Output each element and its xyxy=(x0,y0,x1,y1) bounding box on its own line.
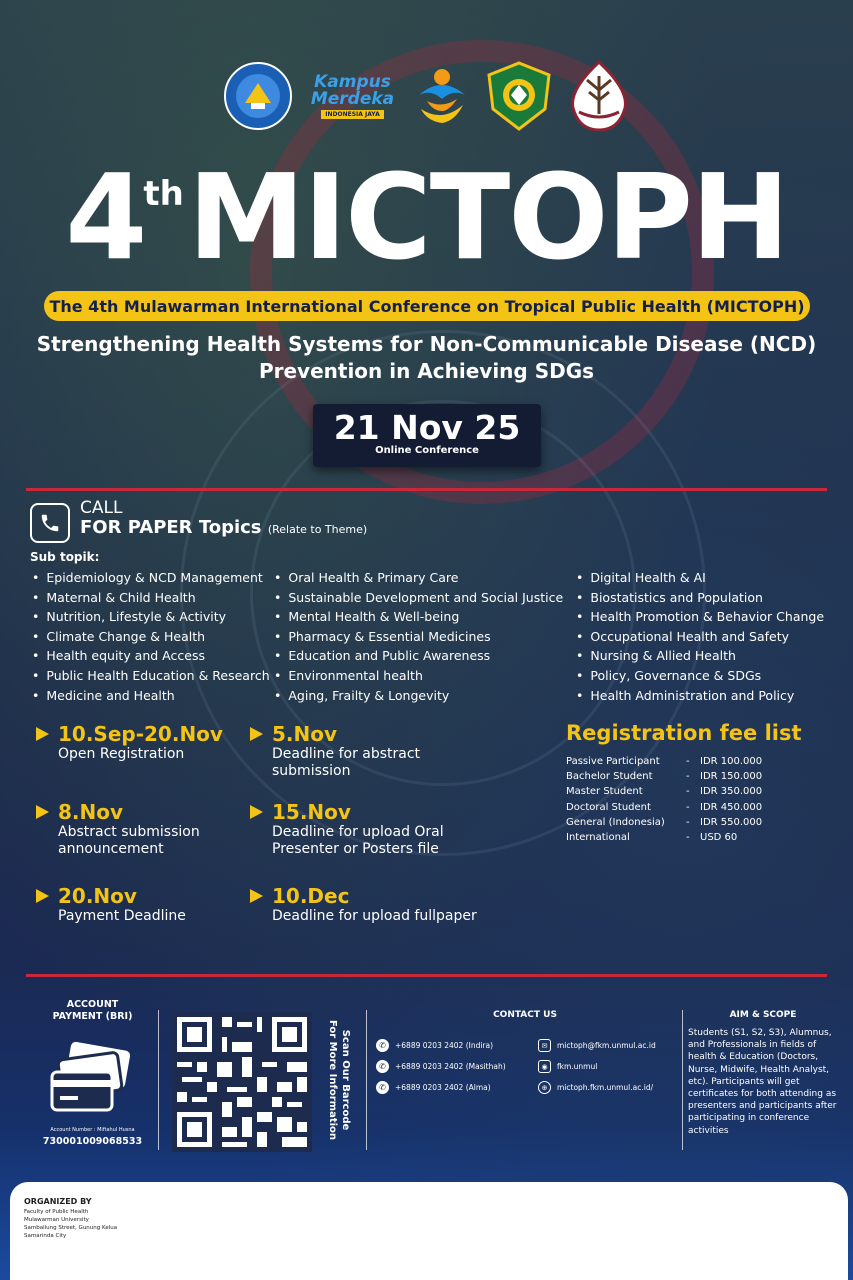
website-text: mictoph.fkm.unmul.ac.id/ xyxy=(557,1083,654,1092)
topic-item: • Public Health Education & Research xyxy=(32,666,270,686)
scan-barcode-caption xyxy=(322,1010,356,1150)
topic-item: • Climate Change & Health xyxy=(32,627,270,647)
timeline-text: Abstract submission announcement xyxy=(58,824,200,857)
fee-price: IDR 550.000 xyxy=(700,816,763,828)
topic-item: • Epidemiology & NCD Management xyxy=(32,568,270,588)
organizer xyxy=(24,1197,117,1240)
scan-caption-text xyxy=(326,1020,352,1140)
credit-card-icon xyxy=(46,1040,136,1124)
divider-bottom xyxy=(26,974,827,977)
scan-line-2: For More Information xyxy=(327,1019,338,1141)
phone-number: +6889 0203 2402 (Alma) xyxy=(395,1083,491,1092)
topic-item: • Education and Public Awareness xyxy=(274,646,563,666)
fee-dash: - xyxy=(686,786,690,798)
phone-number: +6889 0203 2402 (Indira) xyxy=(395,1041,494,1050)
topic-item: • Occupational Health and Safety xyxy=(576,627,824,647)
topic-item: • Nursing & Allied Health xyxy=(576,646,824,666)
organizer-line: Faculty of Public Health xyxy=(24,1209,89,1215)
account-number: 730001009068533 xyxy=(42,1136,143,1147)
date-box xyxy=(313,404,541,467)
account-title-line-1: ACCOUNT xyxy=(66,999,119,1010)
topic-item: • Health equity and Access xyxy=(32,646,270,666)
timeline-text: Open Registration xyxy=(58,746,185,762)
organizer-line: Samarinda City xyxy=(24,1233,67,1239)
fee-row xyxy=(566,754,762,769)
event-title xyxy=(0,148,853,286)
topic-column-2 xyxy=(274,568,563,705)
timeline-item xyxy=(250,884,510,925)
divider-vertical xyxy=(366,1010,367,1150)
edition-number: 4 xyxy=(65,148,144,286)
contact-phone[interactable] xyxy=(376,1060,506,1073)
account-title xyxy=(40,999,145,1023)
organizer-address xyxy=(24,1208,117,1240)
fee-row xyxy=(566,815,762,830)
email-text: mictoph@fkm.unmul.ac.id xyxy=(557,1041,656,1050)
event-date: 21 Nov 25 xyxy=(333,408,521,447)
ministry-swirl-logo xyxy=(413,65,471,127)
footer-panel xyxy=(10,1182,848,1280)
timeline-item xyxy=(36,800,236,858)
timeline-text: Deadline for abstract submission xyxy=(272,746,421,779)
contact-phone[interactable] xyxy=(376,1039,493,1052)
kampus-merdeka-logo xyxy=(307,71,399,119)
topic-item: • Health Promotion & Behavior Change xyxy=(576,607,824,627)
indonesia-jaya-text: INDONESIA JAYA xyxy=(321,110,383,119)
account-holder: Account Number : Miftahul Husna xyxy=(50,1127,135,1133)
timeline-item xyxy=(36,722,246,763)
phone-icon: ✆ xyxy=(376,1081,389,1094)
timeline-item xyxy=(250,800,480,858)
timeline-date: 20.Nov xyxy=(36,884,236,908)
logo-row xyxy=(0,60,853,132)
divider-vertical xyxy=(682,1010,683,1150)
globe-icon: ⊕ xyxy=(538,1081,551,1094)
divider-vertical xyxy=(158,1010,159,1150)
theme-line-1: Strengthening Health Systems for Non-Communicable Disease (NCD) xyxy=(36,332,817,356)
fee-label: Doctoral Student xyxy=(566,801,651,813)
fee-list xyxy=(566,754,762,845)
phone-icon: ✆ xyxy=(376,1039,389,1052)
fee-row xyxy=(566,784,762,799)
topic-column-3 xyxy=(576,568,824,705)
full-title-banner: The 4th Mulawarman International Conference on Tropical Public Health (MICTOPH) xyxy=(44,291,810,321)
topic-item: • Nutrition, Lifestyle & Activity xyxy=(32,607,270,627)
event-name: MICTOPH xyxy=(187,148,788,286)
topic-item: • Digital Health & AI xyxy=(576,568,824,588)
topic-item: • Aging, Frailty & Longevity xyxy=(274,686,563,706)
timeline-date: 10.Sep-20.Nov xyxy=(36,722,246,746)
timeline-date: 15.Nov xyxy=(250,800,480,824)
phone-icon: ✆ xyxy=(376,1060,389,1073)
topic-item: • Pharmacy & Essential Medicines xyxy=(274,627,563,647)
tut-wuri-handayani-logo xyxy=(223,61,293,131)
topic-column-1 xyxy=(32,568,270,705)
fee-label: Bachelor Student xyxy=(566,771,653,783)
timeline-date: 10.Dec xyxy=(250,884,510,908)
topic-item: • Oral Health & Primary Care xyxy=(274,568,563,588)
for-paper-label: FOR PAPER xyxy=(80,517,193,538)
fee-row xyxy=(566,800,762,815)
topics-label: Topics xyxy=(198,517,262,538)
edition-superscript: th xyxy=(143,174,184,214)
phone-number: +6889 0203 2402 (Masithah) xyxy=(395,1062,506,1071)
timeline-item xyxy=(250,722,450,780)
fee-dash: - xyxy=(686,771,690,783)
theme xyxy=(0,331,853,385)
topic-item: • Sustainable Development and Social Justice xyxy=(274,588,563,608)
organizer-line: Sambaliung Street, Gunung Kelua xyxy=(24,1225,118,1231)
fee-row xyxy=(566,769,762,784)
contact-instagram[interactable] xyxy=(538,1060,597,1073)
contact-email[interactable] xyxy=(538,1039,656,1052)
timeline-item xyxy=(36,884,236,925)
fee-dash: - xyxy=(686,832,690,844)
fee-price: IDR 150.000 xyxy=(700,771,763,783)
merdeka-text: Merdeka xyxy=(310,88,395,109)
fee-row xyxy=(566,830,762,845)
fee-price: IDR 450.000 xyxy=(700,801,763,813)
subtopik-label: Sub topik: xyxy=(30,550,100,564)
phone-icon xyxy=(30,503,70,543)
fee-price: USD 60 xyxy=(700,832,738,844)
aim-title: AIM & SCOPE xyxy=(729,1010,797,1020)
fee-dash: - xyxy=(686,816,690,828)
contact-title: CONTACT US xyxy=(493,1010,557,1020)
divider-top xyxy=(26,488,827,491)
mulawarman-university-logo xyxy=(485,61,553,131)
topic-item: • Mental Health & Well-being xyxy=(274,607,563,627)
instagram-icon: ◉ xyxy=(538,1060,551,1073)
fee-label: International xyxy=(566,832,630,844)
fee-price: IDR 350.000 xyxy=(700,786,763,798)
fee-label: Passive Participant xyxy=(566,756,660,767)
instagram-text: fkm.unmul xyxy=(557,1062,598,1071)
aim-text: Students (S1, S2, S3), Alumnus, and Professionals in fields of health & Education (Doctors, Nurse, Midwife, Health Analyst, etc). Participants will get certificates for both attending as presenters and participants after participating in conference activities xyxy=(688,1028,837,1136)
timeline-text: Deadline for upload Oral Presenter or Posters file xyxy=(272,824,444,857)
fee-dash: - xyxy=(686,756,690,767)
topic-item: • Health Administration and Policy xyxy=(576,686,824,706)
call-for-paper-header xyxy=(30,499,367,543)
faculty-public-health-logo xyxy=(567,60,631,132)
topic-item: • Medicine and Health xyxy=(32,686,270,706)
theme-line-2: Prevention in Achieving SDGs xyxy=(258,359,595,383)
topic-item: • Maternal & Child Health xyxy=(32,588,270,608)
fee-price: IDR 100.000 xyxy=(700,756,763,767)
kampus-text: Kampus xyxy=(314,71,391,92)
fee-label: Master Student xyxy=(566,786,643,798)
qr-code[interactable] xyxy=(172,1012,312,1152)
contact-website[interactable] xyxy=(538,1081,653,1094)
topic-item: • Policy, Governance & SDGs xyxy=(576,666,824,686)
fee-label: General (Indonesia) xyxy=(566,816,665,828)
scan-line-1: Scan Our Barcode xyxy=(340,1029,351,1131)
contact-phone[interactable] xyxy=(376,1081,491,1094)
topic-item: • Biostatistics and Population xyxy=(576,588,824,608)
account-title-line-2: PAYMENT (BRI) xyxy=(52,1011,133,1022)
mail-icon: ✉ xyxy=(538,1039,551,1052)
call-label: CALL xyxy=(80,498,123,518)
timeline-date: 5.Nov xyxy=(250,722,450,746)
timeline-text: Payment Deadline xyxy=(58,908,186,924)
relate-label: (Relate to Theme) xyxy=(267,523,368,536)
fee-title: Registration fee list xyxy=(566,721,802,745)
timeline-text: Deadline for upload fullpaper xyxy=(272,908,477,924)
organizer-label: ORGANIZED BY xyxy=(24,1197,92,1206)
event-mode: Online Conference xyxy=(375,445,479,456)
fee-dash: - xyxy=(686,801,690,813)
topic-item: • Environmental health xyxy=(274,666,563,686)
timeline-date: 8.Nov xyxy=(36,800,236,824)
organizer-line: Mulawarman University xyxy=(24,1217,89,1223)
